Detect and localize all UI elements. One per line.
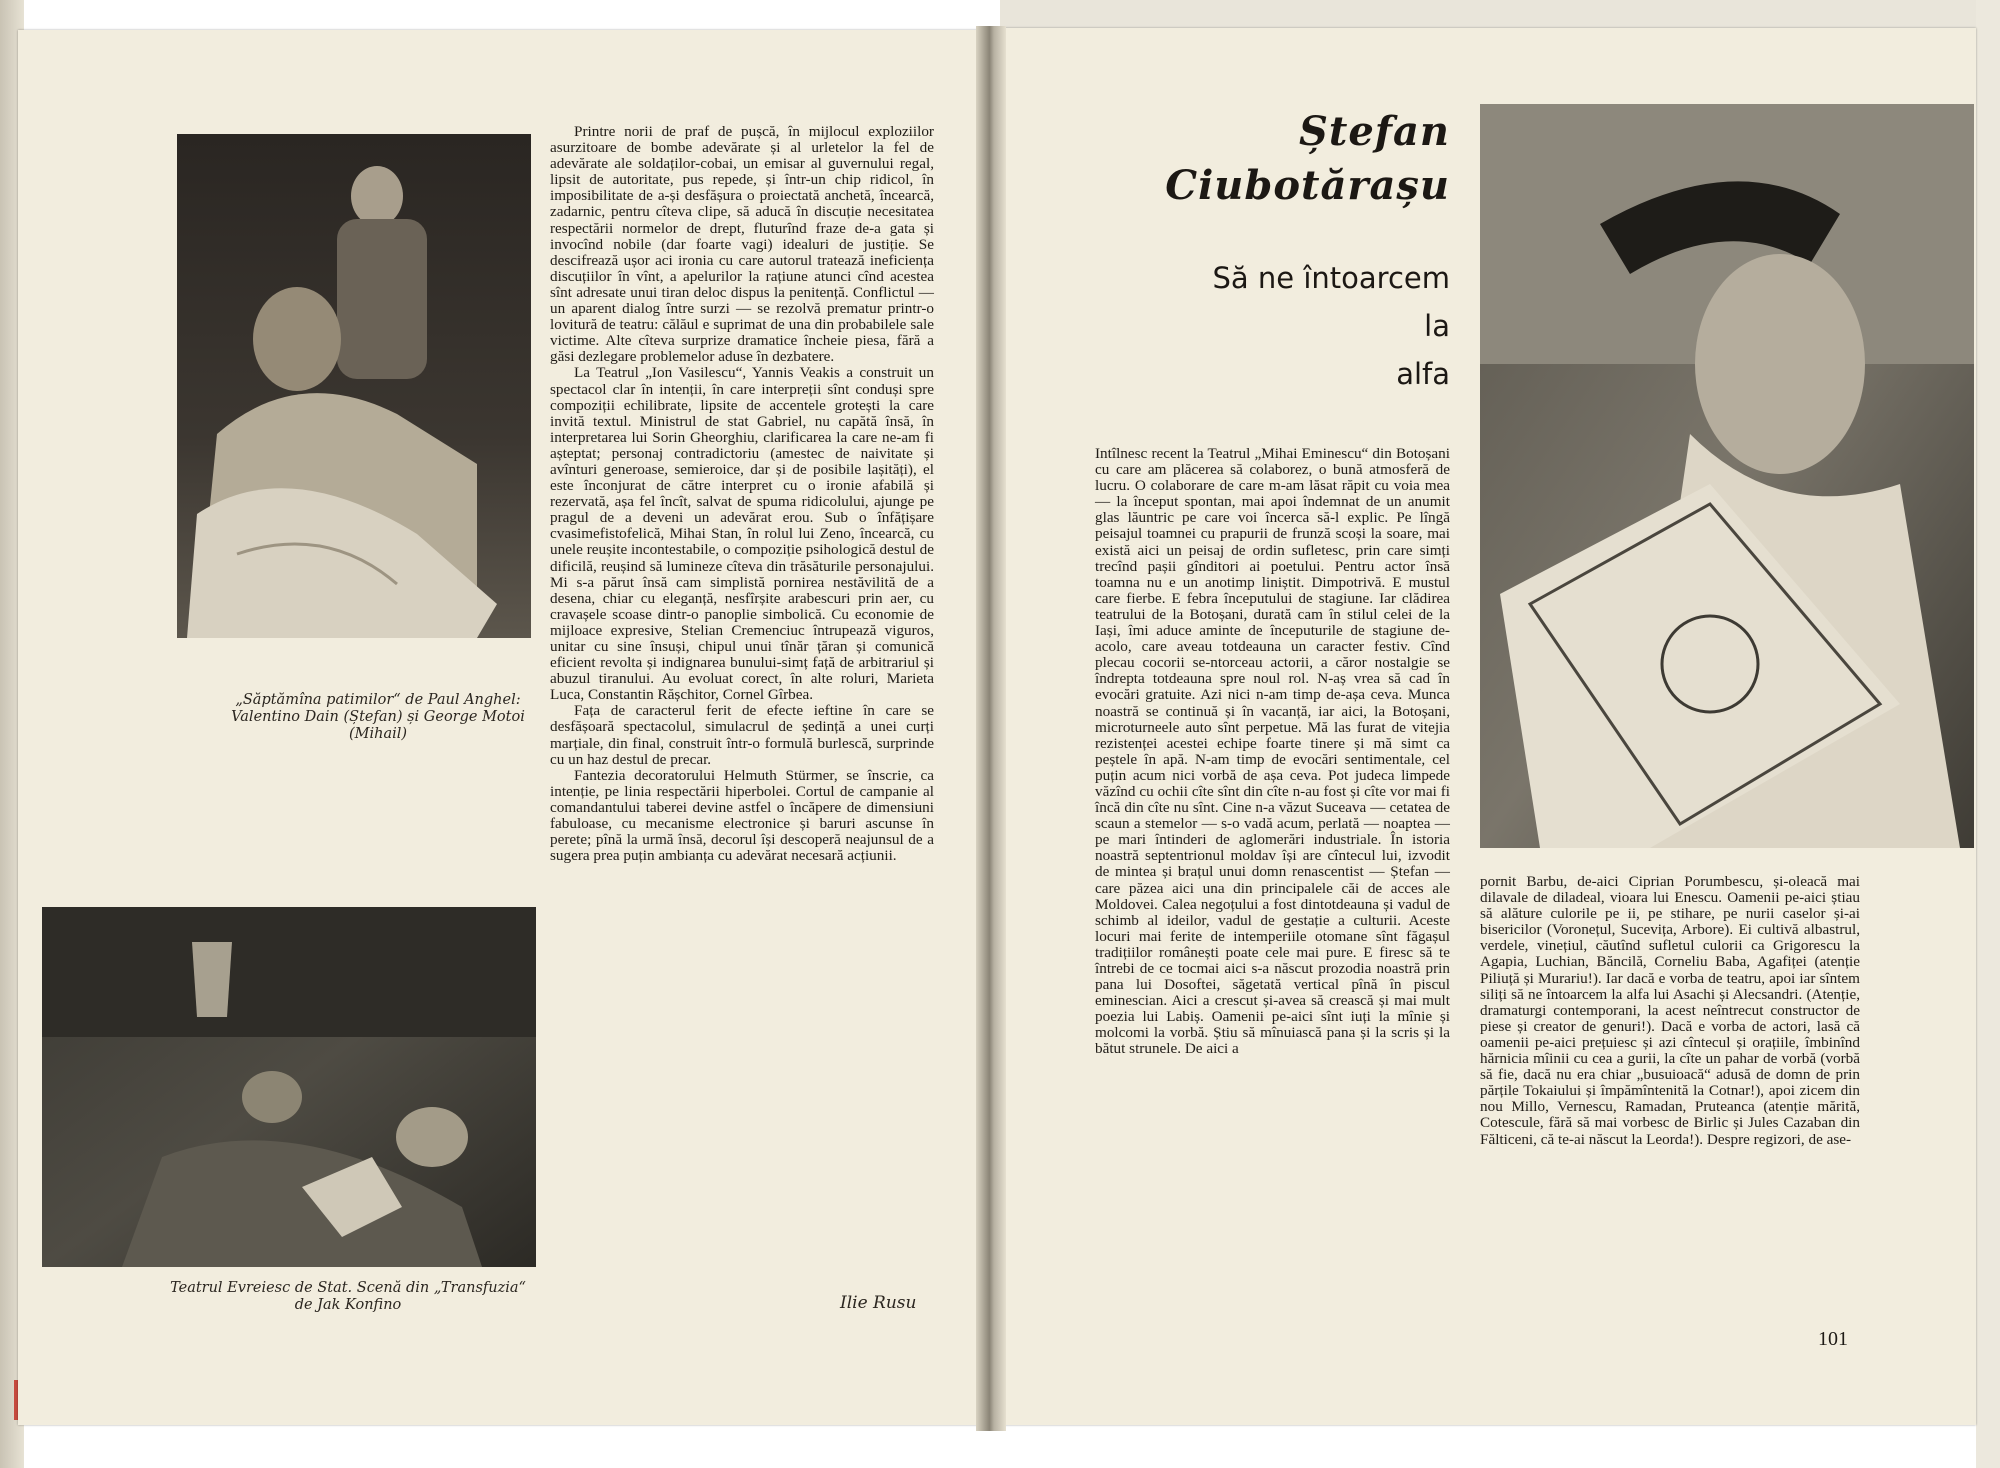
book-gutter (976, 26, 1006, 1431)
article-subtitle-line1: Să ne întoarcem (1212, 261, 1450, 295)
paragraph: La Teatrul „Ion Vasilescu“, Yannis Veakis a construit un spectacol clar în intenții, în care interpreții sînt conduși spre compoziții echilibrate, lipsite de accentele grotești la care invită textul. Ministrul de stat Gabriel, nu capătă însă, în interpretarea lui Sorin Gheorghiu, clarificarea la care ne-am fi așteptat; personaj contradictoriu (amestec de naivitate și avînturi generoase, semieroice, dar și de posibile lașități), el este înconjurat de către interpret cu o ironie afabilă și rezervată, așa fel încît, salvat de spuma ridicolului, ajunge pe pragul de a deveni un adevărat erou. Sub o înfățișare cvasimefistofelică, Mihai Stan, în rolul lui Zeno, încearcă, cu unele reușite incontestabile, o compoziție psihologică destul de dificilă, reușind să lumineze cîteva din trăsăturile personajului. Mi s-a părut însă cam simplistă pornirea nestăvilită de a desena, chiar cu eleganță, nesfîrșite arabescuri prin aer, cu cravașele scoase dintr-o panoplie simbolică. Cu economie de mijloace expresive, Stelian Cremenciuc întrupează viguros, unitar cu sine însuși, chipul unui tînăr țăran și comunică eficient revolta și indignarea bunului-simț față de arbitrariul și abuzul tiranului. Au evoluat corect, în alte roluri, Marieta Luca, Constantin Rășchitor, Cornel Gîrbea. (550, 364, 934, 704)
article-subtitle-line2: la (1424, 309, 1450, 343)
page-number: 101 (1818, 1328, 1848, 1350)
photo-transfuzia (42, 907, 536, 1267)
paragraph: Fața de caracterul ferit de efecte ieftine în care se desfășoară spectacolul, simulacrul de ședință a unei curți marțiale, din final, construit într-o formulă burlescă, surprinde cu un haz destul de precar. (550, 702, 934, 768)
article-byline: Ilie Rusu (840, 1293, 917, 1313)
photo2-caption: Teatrul Evreiesc de Stat. Scenă din „Transfuzia“ de Jak Konfino (170, 1280, 526, 1313)
photo-saptamina-patimilor (177, 134, 531, 638)
article-title-line1: Ștefan (1298, 108, 1450, 155)
right-article-column-2: pornit Barbu, de-aici Ciprian Porumbescu, și-oleacă mai dilavale de diladeal, vioara lui Enescu. Oamenii pe-aici știau să alăture culorile pe ii, pe stihare, pe nurii caselor și-ai bisericilor (Voronețul, Sucevița, Arbore). Ei cultivă albastrul, verdele, vinețiul, căutînd sufletul culorii ca Grigorescu la Agapia, Luchian, Băncilă, Corneliu Baba, Agafiței (atenție Piliuță și Murariu!). Iar dacă e vorba de teatru, apoi iar sîntem siliți să ne întoarcem la alfa lui Asachi și Alecsandri. (Atenție, dramaturgi contemporani, la acest neîntrecut constructor de piese și creator de genuri!). Dacă e vorba de actori, lasă că oamenii pe-aici prețuiesc și azi cîntecul și orațiile, îmbinînd hărnicia mîinii cu cea a gurii, la cîte un pahar de vorbă (vorbă să fie, dacă nu era chiar „busuioacă“ adusă de domn de prin părțile Tokaiului și împămîntenită la Cotnar!), apoi zicem din nou Millo, Vernescu, Ramadan, Pruteanca (atenție mărită, Cotescule, fără să mai vorbesc de Birlic și Jules Cazaban din Fălticeni, că te-ai născut la Leorda!). Despre regizori, de ase- (1480, 873, 1860, 1148)
photo-stefan-ciubotarasu (1480, 104, 1974, 848)
paragraph: Fantezia decoratorului Helmuth Stürmer, se înscrie, ca intenție, pe linia respectării hiperbolei. Cortul de campanie al comandantului taberei devine astfel o încăpere de dimensiuni fabuloase, cu mecanisme electronice și baruri ascunse în perete; pînă la urmă însă, decorul își descoperă neajunsul de a sugera prea puțin ambianța cu adevărat necesară acțiunii. (550, 766, 934, 865)
spine-top-strip (1000, 0, 1980, 30)
cover-right-edge (1976, 0, 2000, 1468)
right-article-column-1: Intîlnesc recent la Teatrul „Mihai Eminescu“ din Botoșani cu care am plăcerea să colaborez, o bună atmosferă de lucru. O colaborare de care m-am lăsat răpit cu voia mea — la început spontan, mai apoi îndemnat de un anumit glas lăuntric pe care voi încerca să-l explic. Pe lîngă peisajul toamnei cu prapurii de frunză scoși la soare, mai există aici un peisaj de ordin sufletesc, prin care simți trecînd pașii gînditori ai poetului. Pentru actor însă toamna nu e un anotimp liniștit. Dimpotrivă. E mustul care fierbe. E febra începutului de stagiune. Iar clădirea teatrului de la Botoșani, durată cam în stilul celei de la Iași, îmi aduce aminte de începuturile de stagiune de-acolo, care aveau totdeauna un caracter festiv. Cînd plecau cocorii se-ntorceau actorii, a căror nostalgie se îndrepta totdeauna spre noul rol. N-aș vrea să cad în evocări gratuite. Azi nici n-am timp de-așa ceva. Munca noastră se continuă și în vacanță, iar aici, la Botoșani, microturneele auto sînt perpetue. Mă las furat de vitejia rezistenței acestei echipe foarte tinere și mă simt ca peștele în apă. N-am timp de evocări sentimentale, cel puțin acum nici vorbă de așa ceva. Pot judeca limpede văzînd cu ochii cîte sînt din cîte n-au fost și cîte vor mai fi încă din cîte nu sînt. Cine n-a văzut Suceava — cetatea de scaun a stemelor — s-o vadă acum, perlată — noaptea — pe mari întinderi de aglomerări industriale. În istoria noastră septentrionul moldav își are cîntecul lui, izvodit de mintea și brațul unui domn renascentist — Ștefan — care păzea aici una din principalele căi de acces ale Moldovei. Calea negoțului a fost dintotdeauna și vadul de schimb al ideilor, vadul de gestație a culturii. Aceste locuri mai ferite de intemperiile otomane sînt făgașul tradițiilor românești poate cele mai pure. E firesc să te întrebi de ce tocmai aici s-a născut prozodia noastră prin pana lui Dosoftei, săgetată vertical pînă în piscul eminescian. Aici a crescut și-avea să crească și mai mult poezia lui Labiș. Oamenii pe-aici sînt iuți la mînie și molcomi la vorbă. Știu să mînuiască pana și la scris și la bătut strunele. De aici a (1095, 445, 1450, 1058)
article-title-line2: Ciubotărașu (1165, 162, 1450, 209)
article-subtitle-line3: alfa (1396, 357, 1450, 391)
paragraph: Printre norii de praf de pușcă, în mijlocul exploziilor asurzitoare de bombe adevărate și al urletelor la fel de adevărate ale soldaților-cobai, un emisar al guvernului regal, lipsit de autoritate, pus repede, și într-un chip ridicol, în imposibilitate de a-și desfășura o proiectată anchetă, încearcă, zadarnic, pentru cîteva clipe, să aducă în discuție necesitatea respectării normelor de drept, fluturînd fraze de-a gata și invocînd nobile (dar foarte vagi) idealuri de justiție. Se descifrează ușor aci ironia cu care autorul tratează ineficiența discuțiilor în vînt, a apelurilor la rațiune atunci cînd acestea sînt adresate unui tiran deloc dispus la penitență. Conflictul — un aparent dialog între surzi — se rezolvă prematur printr-o lovitură de teatru: călăul e suprimat de una din probabilele sale victime. Alte cîteva surprize dramatice încheie piesa, fără a găsi dezlegare problemelor aduse în dezbatere. (550, 123, 934, 366)
left-article-column (550, 124, 934, 1284)
photo1-caption: „Săptămîna patimilor“ de Paul Anghel: Valentino Dain (Ștefan) și George Motoi (Mihail) (231, 692, 525, 742)
